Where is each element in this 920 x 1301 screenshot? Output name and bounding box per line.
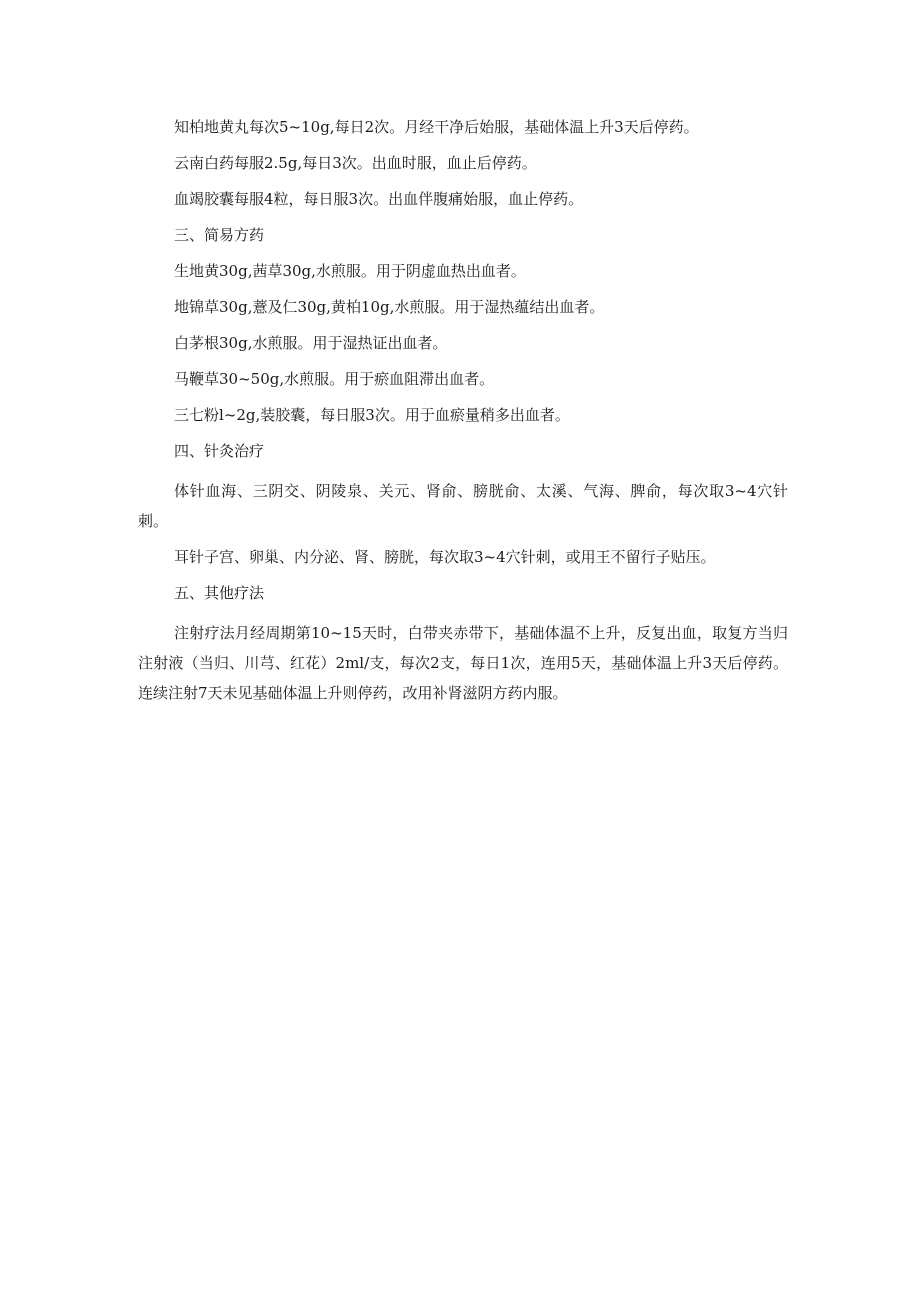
section-heading-acupuncture: 四、针灸治疗 (174, 442, 265, 460)
paragraph-xuejie-capsule: 血竭胶囊每服4粒，每日服3次。出血伴腹痛始服，血止停药。 (174, 190, 584, 208)
paragraph-baimaogen: 白茅根30g,水煎服。用于湿热证出血者。 (174, 334, 448, 352)
paragraph-ear-acupuncture: 耳针子宫、卵巢、内分泌、肾、膀胱，每次取3~4穴针刺，或用王不留行子贴压。 (174, 548, 716, 566)
document-body (138, 116, 788, 718)
paragraph-sanqi-powder: 三七粉l~2g,装胶囊，每日服3次。用于血瘀量稍多出血者。 (174, 406, 570, 424)
section-heading-simple-prescriptions: 三、简易方药 (174, 226, 265, 244)
paragraph-injection-therapy: 注射疗法月经周期第10~15天时，白带夹赤带下，基础体温不上升，反复出血，取复方当归注射液（当归、川芎、红花）2ml/支，每次2支，每日1次，连用5天，基础体温上升3天后停药。连续注射7天未见基础体温上升则停药，改用补肾滋阴方药内服。 (138, 624, 788, 702)
paragraph-mabiancao: 马鞭草30~50g,水煎服。用于瘀血阻滞出血者。 (174, 370, 495, 388)
section-heading-other-therapies: 五、其他疗法 (174, 584, 265, 602)
paragraph-zhibai-dihuang-pill: 知柏地黄丸每次5~10g,每日2次。月经干净后始服，基础体温上升3天后停药。 (174, 118, 699, 136)
paragraph-shengdihuang: 生地黄30g,茜草30g,水煎服。用于阴虚血热出血者。 (174, 262, 526, 280)
paragraph-yunnan-baiyao: 云南白药每服2.5g,每日3次。出血时服，血止后停药。 (174, 154, 537, 172)
paragraph-dijincao: 地锦草30g,薏及仁30g,黄柏10g,水煎服。用于湿热蕴结出血者。 (174, 298, 605, 316)
paragraph-body-acupuncture: 体针血海、三阴交、阴陵泉、关元、肾俞、膀胱俞、太溪、气海、脾俞，每次取3~4穴针刺。 (138, 482, 788, 530)
